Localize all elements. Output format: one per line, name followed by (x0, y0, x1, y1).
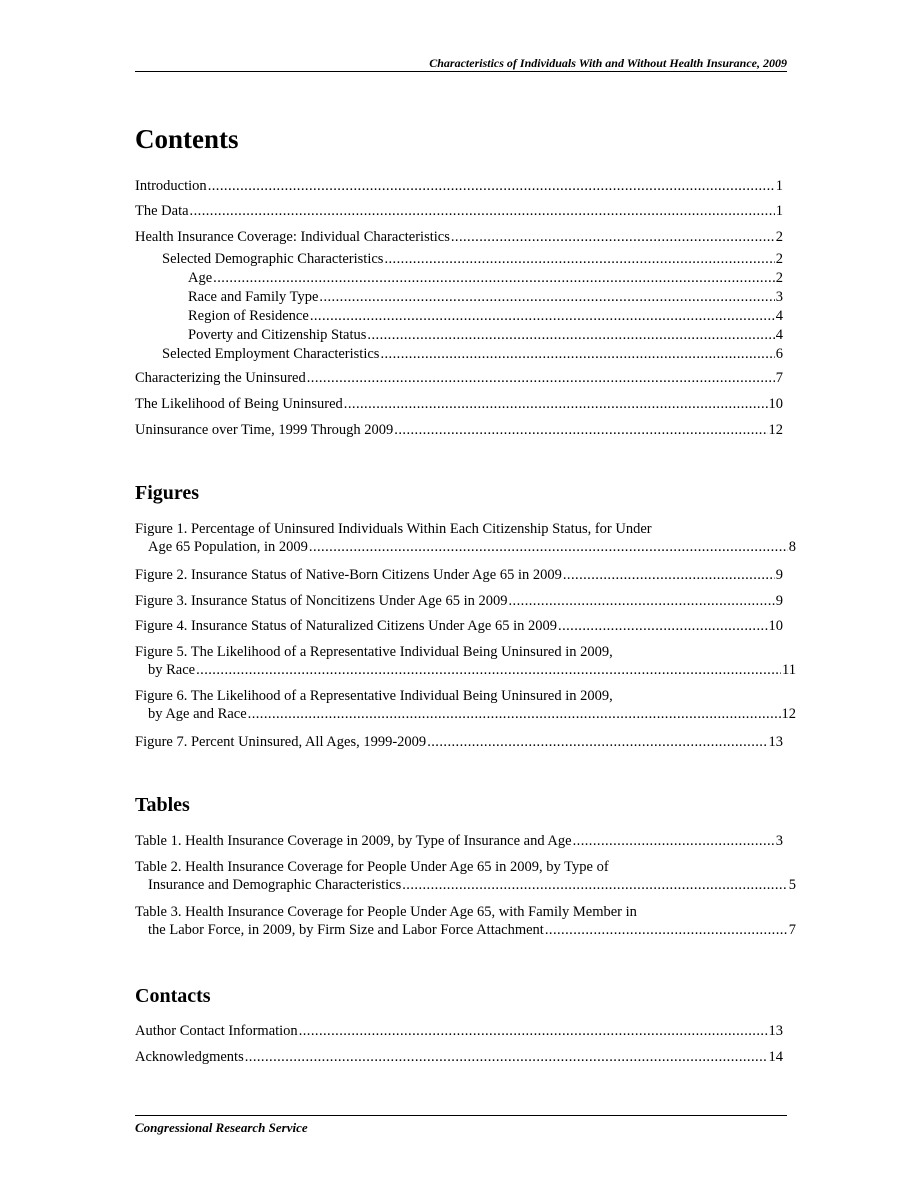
toc-entry-label: Age (188, 270, 213, 286)
toc-entry-page: 7 (788, 922, 796, 938)
toc-entry[interactable] (135, 592, 783, 610)
toc-entry-page: 6 (775, 346, 783, 362)
toc-entry[interactable] (188, 307, 783, 325)
toc-entry[interactable] (162, 345, 783, 363)
dot-leader (384, 250, 774, 268)
toc-entry-page: 7 (775, 370, 783, 386)
toc-entry-page: 13 (768, 1023, 783, 1039)
dot-leader (248, 705, 781, 723)
toc-entry-label: by Race (148, 662, 196, 678)
toc-entry-label: Selected Employment Characteristics (162, 346, 380, 362)
dot-leader (245, 1048, 768, 1066)
toc-entry-label: Table 1. Health Insurance Coverage in 2009, by Type of Insurance and Age (135, 833, 572, 849)
toc-entry-label: Introduction (135, 178, 207, 194)
dot-leader (558, 617, 767, 635)
toc-entry-label: The Likelihood of Being Uninsured (135, 396, 343, 412)
toc-entry-label: Region of Residence (188, 308, 309, 324)
toc-entry-label: Figure 3. Insurance Status of Noncitizens Under Age 65 in 2009 (135, 593, 508, 609)
toc-entry-label: Uninsurance over Time, 1999 Through 2009 (135, 422, 394, 438)
dot-leader (319, 288, 774, 306)
tables-heading: Tables (135, 794, 190, 816)
toc-entry[interactable] (135, 1022, 783, 1040)
toc-entry[interactable] (188, 269, 783, 287)
toc-entry-label: Figure 7. Percent Uninsured, All Ages, 1999-2009 (135, 734, 427, 750)
toc-entry[interactable] (135, 643, 796, 679)
dot-leader (394, 421, 767, 439)
toc-entry-label: Race and Family Type (188, 289, 319, 305)
dot-leader (190, 202, 775, 220)
toc-entry-label-line1: Figure 1. Percentage of Uninsured Individuals Within Each Citizenship Status, for Under (135, 521, 652, 537)
header-rule (135, 71, 787, 72)
footer-rule (135, 1115, 787, 1116)
toc-entry[interactable] (135, 858, 796, 894)
footer-publisher: Congressional Research Service (135, 1120, 308, 1135)
toc-entry-label: Figure 4. Insurance Status of Naturalized Citizens Under Age 65 in 2009 (135, 618, 558, 634)
toc-entry-label: Author Contact Information (135, 1023, 298, 1039)
toc-entry-page: 3 (775, 289, 783, 305)
toc-entry-page: 12 (768, 422, 783, 438)
toc-entry-page: 8 (788, 539, 796, 555)
dot-leader (299, 1022, 768, 1040)
toc-entry-page: 5 (788, 877, 796, 893)
toc-entry-page: 9 (775, 593, 783, 609)
toc-entry-label-line1: Figure 6. The Likelihood of a Representative Individual Being Uninsured in 2009, (135, 688, 613, 704)
dot-leader (451, 228, 775, 246)
toc-entry-label: Insurance and Demographic Characteristics (148, 877, 402, 893)
toc-entry-label: by Age and Race (148, 706, 247, 722)
toc-entry[interactable] (135, 228, 783, 246)
toc-entry-label: Selected Demographic Characteristics (162, 251, 384, 267)
toc-entry-label: Poverty and Citizenship Status (188, 327, 367, 343)
toc-entry[interactable] (135, 617, 783, 635)
toc-entry[interactable] (188, 288, 783, 306)
toc-entry[interactable] (135, 903, 796, 939)
contents-heading: Contents (135, 124, 239, 154)
toc-entry-page: 10 (768, 618, 783, 634)
toc-entry-page: 13 (768, 734, 783, 750)
toc-entry[interactable] (135, 733, 783, 751)
running-header-title: Characteristics of Individuals With and Without Health Insurance, 2009 (429, 56, 787, 70)
toc-entry[interactable] (135, 395, 783, 413)
figures-heading: Figures (135, 482, 200, 504)
toc-entry-label-line1: Table 3. Health Insurance Coverage for People Under Age 65, with Family Member in (135, 904, 637, 920)
toc-entry-page: 1 (775, 178, 783, 194)
dot-leader (563, 566, 775, 584)
toc-entry-page: 10 (768, 396, 783, 412)
dot-leader (509, 592, 775, 610)
toc-entry-label: The Data (135, 203, 189, 219)
toc-entry[interactable] (135, 177, 783, 195)
toc-entry-page: 2 (775, 251, 783, 267)
toc-entry-page: 2 (775, 229, 783, 245)
toc-entry[interactable] (135, 520, 796, 556)
toc-entry-label: Characterizing the Uninsured (135, 370, 306, 386)
toc-entry[interactable] (135, 421, 783, 439)
dot-leader (427, 733, 767, 751)
toc-entry-page: 14 (768, 1049, 783, 1065)
toc-entry[interactable] (162, 250, 783, 268)
toc-entry-label-line1: Table 2. Health Insurance Coverage for People Under Age 65 in 2009, by Type of (135, 859, 609, 875)
dot-leader (573, 832, 775, 850)
dot-leader (307, 369, 775, 387)
toc-entry-page: 4 (775, 327, 783, 343)
dot-leader (310, 307, 775, 325)
toc-entry-label: Acknowledgments (135, 1049, 244, 1065)
toc-entry-label: Health Insurance Coverage: Individual Characteristics (135, 229, 450, 245)
toc-entry-page: 4 (775, 308, 783, 324)
toc-entry-page: 2 (775, 270, 783, 286)
toc-entry-page: 3 (775, 833, 783, 849)
dot-leader (344, 395, 768, 413)
dot-leader (309, 538, 788, 556)
toc-entry[interactable] (135, 369, 783, 387)
dot-leader (196, 661, 781, 679)
dot-leader (208, 177, 775, 195)
dot-leader (545, 921, 788, 939)
toc-entry-page: 9 (775, 567, 783, 583)
toc-entry-label: Figure 2. Insurance Status of Native-Born Citizens Under Age 65 in 2009 (135, 567, 562, 583)
toc-entry[interactable] (188, 326, 783, 344)
contacts-heading: Contacts (135, 985, 211, 1007)
toc-entry[interactable] (135, 1048, 783, 1066)
toc-entry-page: 11 (782, 662, 796, 678)
toc-entry-page: 12 (781, 706, 796, 722)
dot-leader (380, 345, 774, 363)
toc-entry[interactable] (135, 566, 783, 584)
dot-leader (213, 269, 775, 287)
toc-entry[interactable] (135, 687, 796, 723)
dot-leader (402, 876, 788, 894)
toc-entry[interactable] (135, 832, 783, 850)
toc-entry-label-line1: Figure 5. The Likelihood of a Representative Individual Being Uninsured in 2009, (135, 644, 613, 660)
dot-leader (367, 326, 774, 344)
toc-entry[interactable] (135, 202, 783, 220)
toc-entry-label: Age 65 Population, in 2009 (148, 539, 308, 555)
toc-entry-label: the Labor Force, in 2009, by Firm Size and Labor Force Attachment (148, 922, 544, 938)
toc-entry-page: 1 (775, 203, 783, 219)
